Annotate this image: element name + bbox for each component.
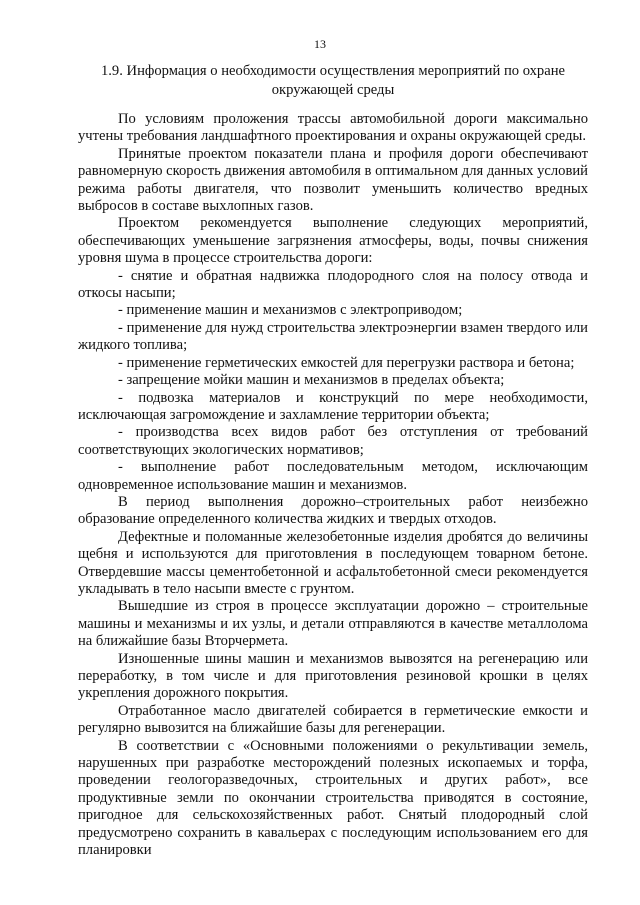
list-item: - подвозка материалов и конструкций по мере необходимости, исключающая загромождение и захламление территории объекта; xyxy=(78,389,588,423)
section-heading: 1.9. Информация о необходимости осуществления мероприятий по охране окружающей среды xyxy=(100,63,565,98)
body-text xyxy=(78,111,588,859)
list-item: - применение машин и механизмов с электроприводом; xyxy=(118,302,463,319)
list-item: - снятие и обратная надвижка плодородного слоя на полосу отвода и откосы насыпи; xyxy=(78,267,588,302)
list-item: - производства всех видов работ без отступления от требований соответствующих экологических нормативов; xyxy=(78,424,588,458)
paragraph: Отработанное масло двигателей собирается в герметические емкости и регулярно вывозится на ближайшие базы для регенерации. xyxy=(78,702,588,737)
paragraph: По условиям проложения трассы автомобильной дороги максимально учтены требования ландшафтного проектирования и охраны окружающей среды. xyxy=(78,111,588,145)
paragraph: В период выполнения дорожно–строительных работ неизбежно образование определенного количества жидких и твердых отходов. xyxy=(78,493,588,528)
paragraph: Вышедшие из строя в процессе эксплуатации дорожно – строительные машины и механизмы и их узлы, и детали отправляются в качестве металлолома на ближайшие базы Вторчермета. xyxy=(78,598,588,650)
list-item: - применение герметических емкостей для перегрузки раствора и бетона; xyxy=(118,354,575,371)
list-item: - применение для нужд строительства электроэнергии взамен твердого или жидкого топлива; xyxy=(78,319,588,354)
list-item: - запрещение мойки машин и механизмов в пределах объекта; xyxy=(118,372,505,389)
list-item: - выполнение работ последовательным методом, исключающим одновременное использование машин и механизмов. xyxy=(78,459,588,493)
paragraph: Дефектные и поломанные железобетонные изделия дробятся до величины щебня и используются для приготовления в последующем товарном бетоне. Отвердевшие массы цементобетонной и асфальтобетонной смеси рекомендуется укладывать в тело насыпи вместе с грунтом. xyxy=(78,528,588,597)
page-number: 13 xyxy=(314,37,326,51)
paragraph: В соответствии с «Основными положениями о рекультивации земель, нарушенных при разработке месторождений полезных ископаемых и торфа, проведении геологоразведочных, строительных и других работ», все продуктивные земли по окончании строительства приводятся в состояние, пригодное для сельскохозяйственных работ. Снятый плодородный слой предусмотрено сохранить в кавальерах с последующим использованием его для планировки xyxy=(78,737,588,859)
paragraph: Проектом рекомендуется выполнение следующих мероприятий, обеспечивающих уменьшение загрязнения атмосферы, воды, почвы снижения уровня шума в процессе строительства дороги: xyxy=(78,215,588,267)
paragraph: Изношенные шины машин и механизмов вывозятся на регенерацию или переработку, в том числе и для приготовления резиновой крошки в целях укрепления дорожного покрытия. xyxy=(78,650,588,702)
paragraph: Принятые проектом показатели плана и профиля дороги обеспечивают равномерную скорость движения автомобиля в оптимальном для данных условий режима работы двигателя, что позволит уменьшить количество вредных выбросов в составе выхлопных газов. xyxy=(78,145,588,215)
